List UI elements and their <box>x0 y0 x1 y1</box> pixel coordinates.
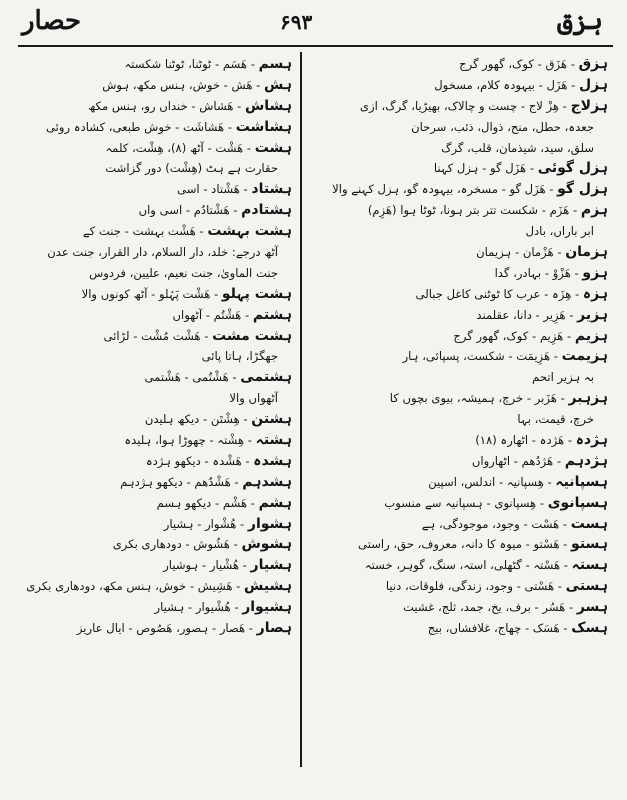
entry-definition: - ھِزْ لاج - چست و چالاک، بھیڑیا، گرگ، ازی <box>359 98 571 113</box>
entry-definition: - ھِشْتہ - چھوڑا ہوا، ہلیدہ <box>124 433 256 448</box>
entry-definition: - ھَزَل گو - ہزل کہنا <box>433 161 538 176</box>
dictionary-entry <box>312 117 608 138</box>
entry-definition: - ھَسْتو - میوہ کا دانہ، معروف، حق، راستی <box>358 537 572 552</box>
entry-definition: - ھَسَک - چھاج، غلافشاں، بیج <box>427 621 572 636</box>
entry-definition: - ھَشْدہ - دیکھو ہژدہ <box>145 453 254 468</box>
dictionary-entry <box>20 138 292 159</box>
dictionary-entry <box>20 493 292 514</box>
dictionary-entry <box>20 346 292 367</box>
entry-headword: ہزلاج <box>570 97 608 114</box>
dictionary-entry <box>312 451 608 472</box>
entry-headword: ہشوار <box>247 515 292 532</box>
entry-definition: - ھِسپانوی - ہسپانیہ سے منسوب <box>384 495 548 510</box>
dictionary-entry <box>312 576 608 597</box>
dictionary-entry <box>20 54 292 75</box>
entry-definition: ابر باراں، بادل <box>525 224 594 239</box>
entry-definition: - ھَزْمان - ہزیمان <box>476 245 566 260</box>
entry-definition: - ھَسْتہ - گٹھلی، استہ، سنگ، گوہر، خستہ <box>364 558 572 573</box>
dictionary-entry <box>312 75 608 96</box>
entry-definition: - ھَزِیم - کوک، گھور گرج <box>453 328 575 343</box>
entry-definition: - ھَصار - ہصور، ھَصُوص - ایال عاریز <box>76 621 257 636</box>
entry-headword: ہزیمت <box>561 348 608 365</box>
entry-definition: جعدہ، حطل، منح، ذوال، ذئب، سرحان <box>411 119 594 134</box>
entry-headword: ہشاش <box>244 97 292 114</box>
entry-definition: - ھَشْتادُم - اسی واں <box>138 203 242 218</box>
entry-definition: جنت الماویٰ، جنت نعیم، علیین، فردوس <box>89 265 278 280</box>
entry-headword: ہزم <box>580 202 608 219</box>
dictionary-entry <box>20 158 292 179</box>
entry-headword: ہشتادم <box>241 202 292 219</box>
entry-headword: ہشتن <box>251 411 292 428</box>
entry-headword: ہصار <box>256 620 292 637</box>
header-rule <box>18 45 613 47</box>
dictionary-entry <box>20 367 292 388</box>
entry-headword: ہژدہ <box>575 432 608 449</box>
dictionary-entry <box>312 493 608 514</box>
entry-headword: ہزمان <box>565 244 608 261</box>
entry-headword: ہش <box>264 76 292 93</box>
dictionary-entry <box>312 179 608 200</box>
entry-definition: - ھَزَم - شکست تتر بتر ہونا، ٹوٹا ہوا (ھَزِم) <box>367 203 581 218</box>
entry-headword: ہزل گوئی <box>537 160 608 177</box>
entry-definition: بہ ہزیر اتحم <box>532 370 594 385</box>
dictionary-entry <box>312 514 608 535</box>
entry-headword: ہسپانوی <box>547 494 608 511</box>
dictionary-entry <box>20 388 292 409</box>
entry-headword: ہشت مشت <box>212 327 292 344</box>
entry-headword: ہزق <box>578 56 608 72</box>
dictionary-entry <box>20 534 292 555</box>
entry-headword: ہشت بہشت <box>207 223 292 240</box>
dictionary-entry <box>312 158 608 179</box>
entry-headword: ہزیم <box>574 327 608 344</box>
dictionary-entry <box>20 305 292 326</box>
entry-definition: - ھَشاشَت - خوش طبعی، کشادہ روئی <box>45 119 236 134</box>
dictionary-entry <box>20 451 292 472</box>
entry-definition: - ھَسْت - وجود، موجودگی، ہے <box>421 516 571 531</box>
entry-headword: ہشت پہلو <box>221 285 292 302</box>
entry-definition: آٹھ درجے: خلد، دار السلام، دار القرار، جنت عدن <box>47 245 278 260</box>
dictionary-entry <box>20 326 292 347</box>
entry-definition: آٹھواں والا <box>229 391 278 406</box>
entry-headword: ہشتم <box>252 306 292 323</box>
entry-headword: ہسم <box>258 56 292 72</box>
entry-definition: خرچ، قیمت، بہا <box>517 412 594 427</box>
entry-definition: - ھِشْتَن - دیکھ ہلیدن <box>144 412 252 427</box>
left-column <box>20 54 292 764</box>
dictionary-entry <box>20 576 292 597</box>
dictionary-entry <box>312 263 608 284</box>
entry-headword: ہستی <box>565 578 608 595</box>
right-column <box>312 54 608 764</box>
entry-headword: ہشدہ <box>253 452 292 469</box>
entry-definition: - ھَشْتُمی - ھَشْتمی <box>144 370 241 385</box>
entry-headword: ہزہ <box>582 285 608 302</box>
entry-headword: ہشوش <box>241 536 292 553</box>
dictionary-entry <box>312 200 608 221</box>
entry-headword: ہژدہم <box>564 452 608 469</box>
entry-definition: - ھَزَل - بیہودہ کلام، مسخول <box>434 77 579 92</box>
entry-definition: جھگڑا، ہاتا پائی <box>201 349 278 364</box>
entry-definition: - ھَزَبر - خرچ، ہمیشہ، بیوی بچوں کا <box>389 391 569 406</box>
entry-definition: - ھَسُر - برف، یخ، جمد، ثلج، غشیت <box>403 600 577 615</box>
entry-definition: - ھُشْوار - ہشیار <box>163 516 248 531</box>
dictionary-entry <box>312 472 608 493</box>
dictionary-entry <box>20 555 292 576</box>
dictionary-entry <box>312 96 608 117</box>
dictionary-entry <box>20 284 292 305</box>
dictionary-entry <box>312 221 608 242</box>
entry-headword: ہزو <box>582 264 608 281</box>
dictionary-entry <box>312 138 608 159</box>
entry-definition: - ھَسَم - ٹوٹنا، ٹوٹنا شکستہ <box>124 57 259 71</box>
dictionary-entry <box>20 179 292 200</box>
entry-definition: - ھَزْوْ - بہادر، گدا <box>494 265 583 280</box>
dictionary-entry <box>20 96 292 117</box>
dictionary-entry <box>312 555 608 576</box>
dictionary-entry <box>20 430 292 451</box>
entry-definition: - ھَشِیش - خوش، ہنس مکھ، دودھاری بکری <box>26 579 245 594</box>
dictionary-entry <box>20 242 292 263</box>
dictionary-entry <box>312 430 608 451</box>
dictionary-entry <box>312 326 608 347</box>
dictionary-entry <box>312 367 608 388</box>
entry-headword: ہزیر <box>577 306 608 323</box>
entry-definition: - ھَسْتی - وجود، زندگی، فلوقات، دنیا <box>385 579 566 594</box>
entry-headword: ہشتہ <box>255 432 292 449</box>
entry-headword: ہشتاد <box>251 181 292 198</box>
entry-definition: - ھِسپانیہ - اندلس، اسپین <box>428 474 556 489</box>
dictionary-entry <box>312 54 608 75</box>
entry-definition: - ھَشْتاد - اسی <box>177 182 252 197</box>
dictionary-entry <box>312 618 608 639</box>
entry-headword: ہشدہم <box>242 473 292 490</box>
entry-headword: ہستو <box>571 536 608 553</box>
entry-definition: - ھَزِیمَت - شکست، پسپائی، ہار <box>402 349 562 364</box>
entry-definition: - ھَشْتُم - آٹھواں <box>172 307 253 322</box>
header-left-word: حصار <box>22 6 82 36</box>
entry-definition: - ھَشْت مُشْت - لڑائی <box>103 328 213 343</box>
entry-definition: - ھَش - خوش، ہنس مکھ، ہوش <box>102 77 264 92</box>
entry-headword: ہشتمی <box>240 369 292 386</box>
entry-definition: سلق، سید، شیذمان، قلب، گرگ <box>441 140 594 155</box>
header-right-word: ہزق <box>557 6 603 36</box>
dictionary-entry <box>312 597 608 618</box>
dictionary-entry <box>312 534 608 555</box>
entry-headword: ہشم <box>258 494 292 511</box>
entry-headword: ہزل گو <box>557 181 608 198</box>
column-divider <box>300 52 302 767</box>
entry-definition: - ھَشُوش - دودھاری بکری <box>112 537 242 552</box>
entry-definition: - ھَزِیر - دانا، عقلمند <box>476 307 578 322</box>
entry-headword: ہشت <box>254 139 292 156</box>
entry-definition: - ھَشْت پَہْلو - آٹھ کونوں والا <box>81 286 222 301</box>
entry-definition: - ھَشْم - دیکھو ہسم <box>156 495 259 510</box>
entry-headword: ہشیار <box>250 557 292 574</box>
dictionary-entry <box>20 75 292 96</box>
page-header <box>0 0 627 46</box>
dictionary-entry <box>20 597 292 618</box>
entry-definition: حقارت ہے ہٹ (ھِشْت) دور گزاشت <box>105 161 278 176</box>
dictionary-entry <box>20 263 292 284</box>
dictionary-entry <box>20 409 292 430</box>
entry-definition: - ھَشاش - خنداں رو، ہنس مکھ <box>88 98 245 113</box>
entry-definition: - ھَژدہ - اٹھارہ (۱۸) <box>475 433 576 448</box>
dictionary-entry <box>20 200 292 221</box>
dictionary-entry <box>312 284 608 305</box>
dictionary-entry <box>312 388 608 409</box>
entry-headword: ہشاشت <box>235 118 292 135</box>
entry-headword: ہزہبر <box>568 390 608 407</box>
dictionary-entry <box>20 221 292 242</box>
dictionary-entry <box>312 305 608 326</box>
entry-definition: - ھُشْیار - ہوشیار <box>163 558 251 573</box>
entry-headword: ہسر <box>576 599 608 616</box>
dictionary-entry <box>20 514 292 535</box>
entry-headword: ہزل <box>578 76 608 93</box>
dictionary-entry <box>20 117 292 138</box>
entry-headword: ہسپانیہ <box>555 473 608 490</box>
page-number: ۶۹۳ <box>280 10 313 34</box>
entry-definition: - ھَشْت - آٹھ (۸)، ھِشْت، کلمہ <box>105 140 255 155</box>
dictionary-entry <box>312 242 608 263</box>
entry-definition: - ھَژدُھم - اٹھارواں <box>471 453 565 468</box>
entry-headword: ہست <box>570 515 608 532</box>
entry-definition: - ھَزَق - کوک، گھور گرج <box>459 57 579 71</box>
dictionary-entry <box>20 618 292 639</box>
entry-definition: - ھِزَہ - عرب کا ٹوٹنی کاغل جبالی <box>415 286 583 301</box>
entry-definition: - ھَشْدُھم - دیکھو ہژدہم <box>120 474 243 489</box>
entry-definition: - ھَزَل گو - مسخرہ، بیہودہ گو، ہزل کہنے والا <box>332 182 558 197</box>
entry-headword: ہسک <box>571 620 608 637</box>
entry-definition: - ھُشْیوار - ہشیار <box>154 600 243 615</box>
dictionary-entry <box>312 409 608 430</box>
entry-definition: - ھَشْت بہشت - جنت کے <box>82 224 208 239</box>
entry-headword: ہستہ <box>571 557 608 574</box>
dictionary-entry <box>20 472 292 493</box>
entry-headword: ہشیوار <box>242 599 292 616</box>
dictionary-entry <box>312 346 608 367</box>
entry-headword: ہشیش <box>244 578 292 595</box>
